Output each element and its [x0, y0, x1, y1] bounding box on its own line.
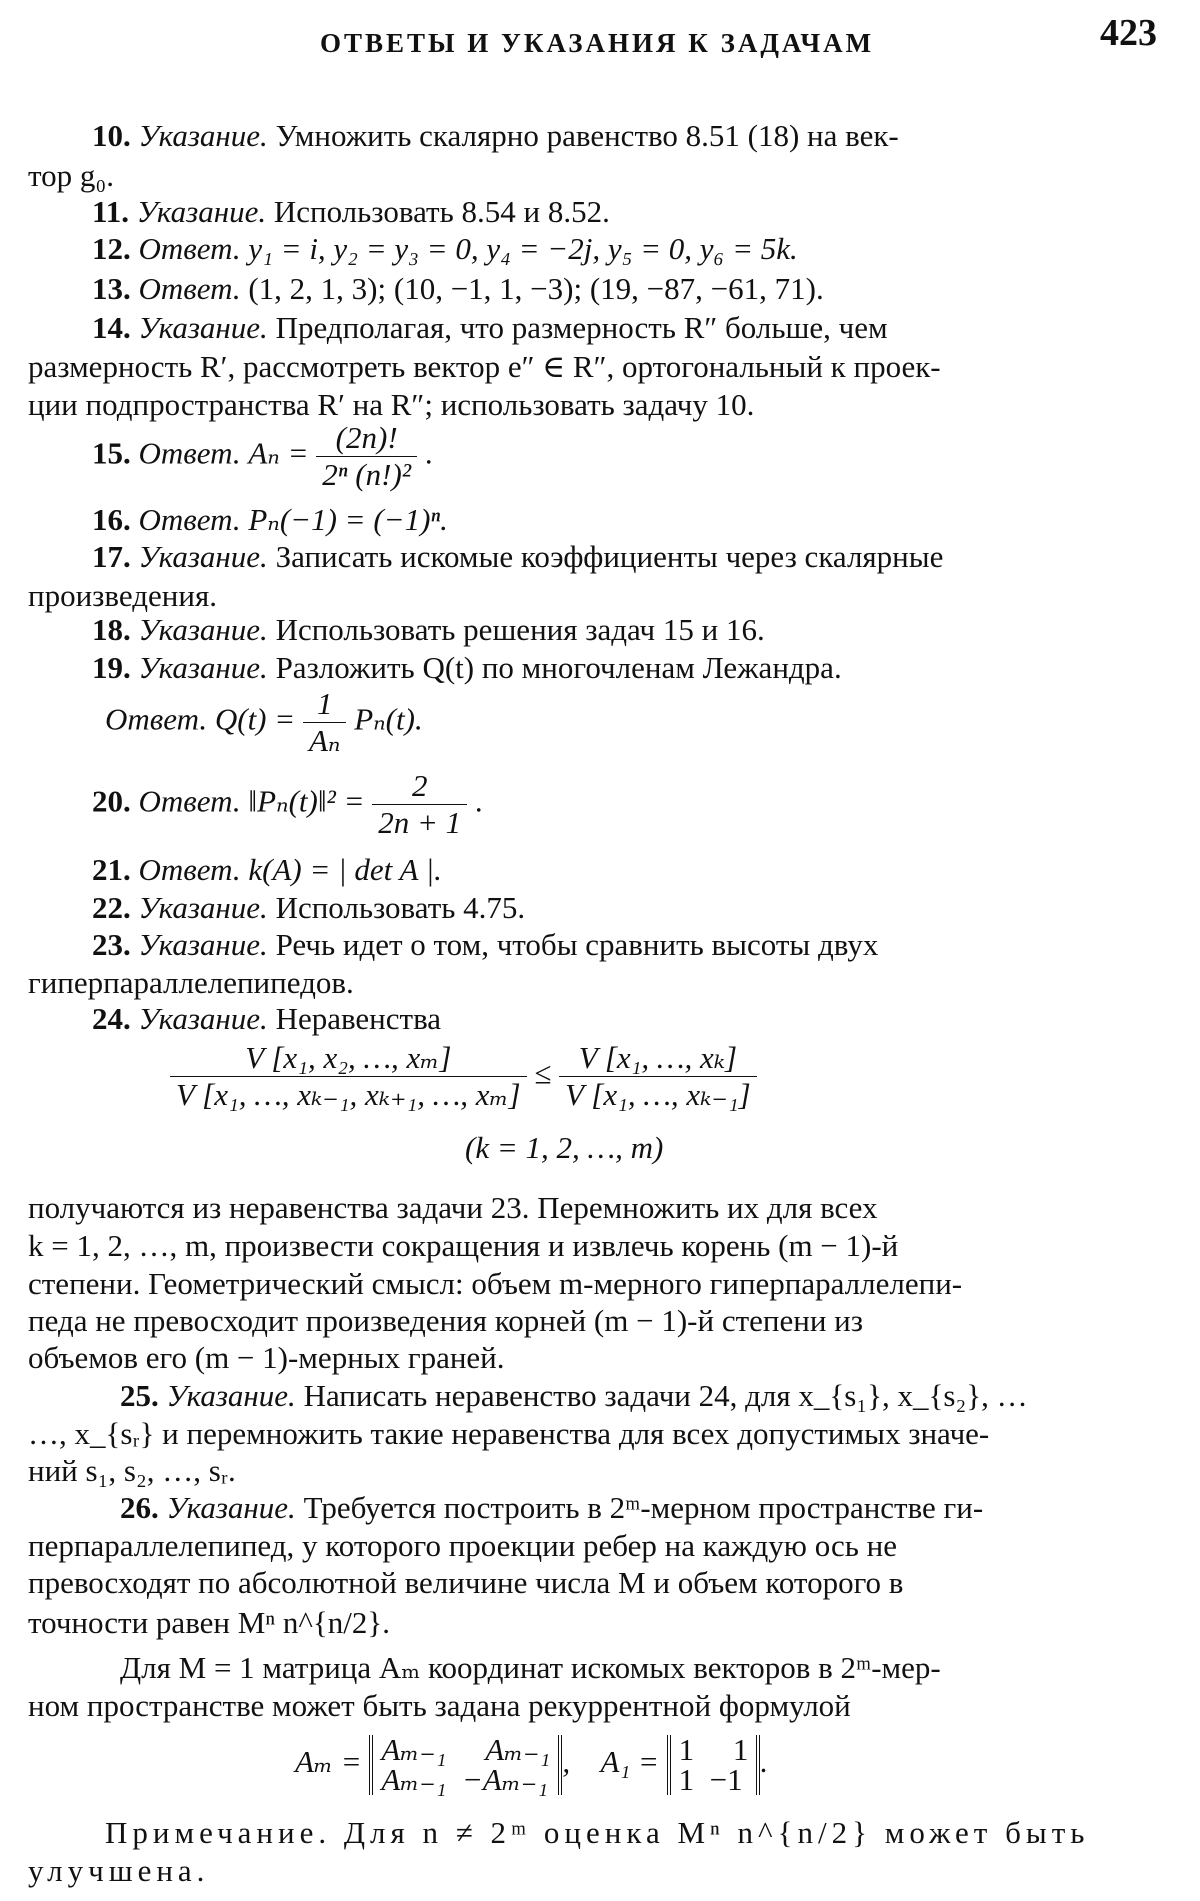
- answer-25-line-3: ний s₁, s₂, …, sᵣ.: [28, 1453, 236, 1488]
- problem-number: 18.: [92, 612, 131, 647]
- paragraph-line: объемов его (m − 1)-мерных граней.: [28, 1340, 505, 1375]
- answer-label: Ответ.: [138, 271, 241, 306]
- answer-label: Ответ.: [138, 231, 241, 266]
- matrix-row: [381, 1732, 551, 1767]
- inequality-formula: [170, 1040, 757, 1113]
- fraction-numerator: V [x₁, …, xₖ]: [559, 1040, 757, 1077]
- answer-26-line-4: точности равен Mⁿ n^{n/2}.: [28, 1605, 390, 1640]
- problem-number: 23.: [92, 927, 131, 962]
- fraction-numerator: V [x₁, x₂, …, xₘ]: [170, 1040, 527, 1077]
- problem-number: 14.: [92, 310, 131, 345]
- fraction: [303, 686, 347, 759]
- answer-12: [92, 229, 798, 268]
- formula-lhs: ‖Pₙ(t)‖² =: [248, 783, 365, 819]
- fraction-numerator: 1: [303, 686, 347, 723]
- answer-10-line-1: [92, 116, 899, 155]
- answer-text: Предполагая, что размерность R″ больше, чем: [275, 310, 888, 345]
- answer-label: Ответ.: [138, 502, 241, 537]
- matrix-a-1: [667, 1732, 761, 1797]
- problem-number: 26.: [120, 1490, 159, 1525]
- answer-23-line-1: [92, 925, 878, 964]
- matrix-cell: Aₘ₋₁: [485, 1732, 551, 1767]
- note-line-2: улучшена.: [28, 1853, 210, 1888]
- answer-label: Ответ.: [105, 701, 208, 737]
- fraction-numerator: 2: [372, 768, 467, 805]
- problem-number: 25.: [120, 1378, 159, 1413]
- answer-text: Речь идет о том, чтобы сравнить высоты двух: [275, 927, 879, 962]
- problem-number: 15.: [92, 435, 131, 471]
- fraction: [372, 768, 467, 841]
- answer-text: Неравенства: [275, 1001, 442, 1036]
- answer-21: [92, 850, 442, 889]
- answer-text: Использовать 4.75.: [275, 890, 526, 925]
- answer-20-formula: [92, 768, 483, 841]
- problem-number: 21.: [92, 852, 131, 887]
- matrix-a-m: [369, 1732, 562, 1797]
- paragraph-line: степени. Геометрический смысл: объем m-мерного гиперпараллелепи-: [28, 1266, 963, 1301]
- answer-text: Разложить Q(t) по многочленам Лежандра.: [275, 650, 842, 685]
- answer-label: Указание.: [138, 539, 268, 574]
- running-header: ОТВЕТЫ И УКАЗАНИЯ К ЗАДАЧАМ: [320, 28, 875, 58]
- answer-label: Указание.: [138, 1001, 268, 1036]
- problem-number: 12.: [92, 231, 131, 266]
- problem-number: 11.: [92, 194, 130, 229]
- problem-number: 24.: [92, 1001, 131, 1036]
- answer-label: Указание.: [138, 612, 268, 647]
- answer-10-line-2: тор g₀.: [28, 158, 114, 193]
- matrix-formula: [295, 1732, 769, 1797]
- formula-tail: .: [760, 1744, 769, 1780]
- answer-19: [92, 648, 842, 687]
- answer-14-line-1: [92, 308, 888, 347]
- answer-26-line-1: [120, 1488, 983, 1527]
- answer-16: [92, 500, 448, 539]
- answer-22: [92, 888, 525, 927]
- problem-number: 17.: [92, 539, 131, 574]
- answer-text: y₁ = i, y₂ = y₃ = 0, y₄ = −2j, y₅ = 0, y₆ = 5k.: [248, 231, 798, 266]
- answer-label: Указание.: [166, 1490, 296, 1525]
- problem-number: 16.: [92, 502, 131, 537]
- formula-tail: Pₙ(t).: [354, 701, 423, 737]
- fraction-denominator: 2n + 1: [378, 805, 462, 840]
- answer-26-line-3: превосходят по абсолютной величине числа M и объем которого в: [28, 1565, 904, 1600]
- answer-label: Указание.: [138, 310, 268, 345]
- answer-17-line-1: [92, 537, 943, 576]
- paragraph-line: педа не превосходит произведения корней (m − 1)-й степени из: [28, 1303, 864, 1338]
- answer-14-line-2: размерность R′, рассмотреть вектор e″ ∈ R″, ортогональный к проек-: [28, 349, 941, 384]
- answer-14-line-3: ции подпространства R′ на R″; использовать задачу 10.: [28, 387, 755, 422]
- formula-tail: .: [424, 435, 433, 471]
- answer-label: Ответ.: [138, 783, 241, 819]
- formula-lhs: A₁ =: [600, 1744, 659, 1780]
- paragraph-line: Для M = 1 матрица Aₘ координат искомых векторов в 2ᵐ-мер-: [120, 1650, 941, 1685]
- answer-19-formula: [105, 686, 423, 759]
- fraction-left: [170, 1040, 527, 1113]
- matrix-cell: Aₘ₋₁: [381, 1732, 447, 1767]
- answer-label: Ответ.: [138, 435, 241, 471]
- answer-label: Указание.: [138, 927, 268, 962]
- problem-number: 19.: [92, 650, 131, 685]
- answer-label: Ответ.: [138, 852, 241, 887]
- page-number: 423: [1100, 12, 1157, 54]
- answer-text: Pₙ(−1) = (−1)ⁿ.: [248, 502, 448, 537]
- answer-label: Указание.: [138, 118, 268, 153]
- paragraph-line: получаются из неравенства задачи 23. Перемножить их для всех: [28, 1190, 878, 1225]
- matrix-cell: 1: [732, 1732, 749, 1767]
- matrix-cell: Aₘ₋₁: [381, 1762, 447, 1797]
- relation-sign: ≤: [534, 1055, 552, 1091]
- answer-26-line-2: перпараллелепипед, у которого проекции ребер на каждую ось не: [28, 1528, 897, 1563]
- answer-text: Написать неравенство задачи 24, для x_{s₁}, x_{s₂}, …: [303, 1378, 1028, 1413]
- formula-lhs: Aₘ =: [295, 1744, 362, 1780]
- answer-text: k(A) = | det A |.: [248, 852, 442, 887]
- inequality-condition: (k = 1, 2, …, m): [465, 1130, 664, 1165]
- fraction: [316, 420, 417, 493]
- answer-25-line-2: …, x_{sᵣ} и перемножить такие неравенства для всех допустимых значе-: [28, 1416, 990, 1451]
- answer-text: Записать искомые коэффициенты через скалярные: [275, 539, 944, 574]
- answer-text: Умножить скалярно равенство 8.51 (18) на век-: [275, 118, 899, 153]
- matrix-cell: 1: [678, 1732, 695, 1767]
- matrix-row: [678, 1762, 749, 1797]
- matrix-cell: −1: [709, 1762, 743, 1797]
- answer-text: Требуется построить в 2ᵐ-мерном пространстве ги-: [303, 1490, 984, 1525]
- problem-number: 10.: [92, 118, 131, 153]
- fraction-denominator: V [x₁, …, xₖ₋₁]: [565, 1077, 751, 1112]
- answer-25-line-1: [120, 1376, 1028, 1415]
- paragraph-line: k = 1, 2, …, m, произвести сокращения и извлечь корень (m − 1)-й: [28, 1228, 899, 1263]
- answer-text: (1, 2, 1, 3); (10, −1, 1, −3); (19, −87, −61, 71).: [248, 271, 824, 306]
- answer-23-line-2: гиперпараллелепипедов.: [28, 965, 354, 1000]
- answer-11: [92, 192, 610, 231]
- answer-text: Использовать решения задач 15 и 16.: [275, 612, 765, 647]
- problem-number: 20.: [92, 783, 131, 819]
- fraction-denominator: V [x₁, …, xₖ₋₁, xₖ₊₁, …, xₘ]: [176, 1077, 521, 1112]
- answer-label: Указание.: [166, 1378, 296, 1413]
- problem-number: 13.: [92, 271, 131, 306]
- answer-label: Указание.: [136, 194, 267, 229]
- formula-lhs: Aₙ =: [248, 435, 309, 471]
- matrix-row: [678, 1732, 749, 1767]
- answer-18: [92, 610, 765, 649]
- answer-label: Указание.: [138, 650, 268, 685]
- answer-17-line-2: произведения.: [28, 578, 217, 613]
- paragraph-line: ном пространстве может быть задана рекуррентной формулой: [28, 1688, 851, 1723]
- note-line-1: Примечание. Для n ≠ 2ᵐ оценка Mⁿ n^{n/2} может быть: [105, 1815, 1090, 1850]
- fraction-numerator: (2n)!: [316, 420, 417, 457]
- matrix-row: [381, 1762, 550, 1797]
- fraction-denominator: 2ⁿ (n!)²: [322, 457, 412, 492]
- formula-tail: .: [474, 783, 483, 819]
- formula-separator: ,: [562, 1744, 571, 1780]
- matrix-cell: −Aₘ₋₁: [461, 1762, 548, 1797]
- answer-13: [92, 269, 824, 308]
- formula-lhs: Q(t) =: [214, 701, 296, 737]
- answer-15-formula: [92, 420, 433, 493]
- fraction-denominator: Aₙ: [308, 723, 341, 758]
- fraction-right: [559, 1040, 757, 1113]
- matrix-cell: 1: [678, 1762, 695, 1797]
- answer-24: [92, 999, 441, 1038]
- answer-text: Использовать 8.54 и 8.52.: [273, 194, 610, 229]
- problem-number: 22.: [92, 890, 131, 925]
- answer-label: Указание.: [138, 890, 268, 925]
